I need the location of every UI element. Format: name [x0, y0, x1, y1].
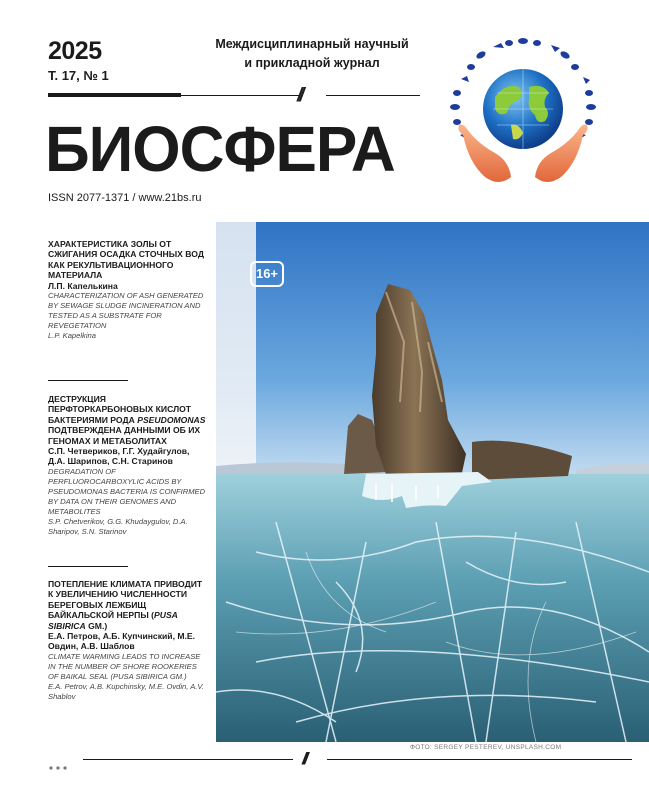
year: 2025: [48, 37, 102, 65]
footer-dots-icon: [49, 757, 77, 761]
article-3-title-ru: [48, 579, 208, 631]
journal-title: БИОСФЕРА: [45, 113, 395, 185]
tagline-line-1: Междисциплинарный научный: [215, 37, 409, 51]
photo-credit: ФОТО: SERGEY PESTEREV, UNSPLASH.COM: [410, 744, 562, 751]
article-3[interactable]: [48, 579, 208, 702]
article-2-title-ru-part2: ПОДТВЕРЖДЕНА ДАННЫМИ ОБ ИХ ГЕНОМАХ И МЕТАБОЛИТАХ: [48, 425, 201, 446]
article-1-title-en: CHARACTERIZATION OF ASH GENERATED BY SEWAGE SLUDGE INCINERATION AND TESTED AS A SUBSTRATE FOR REVEGETATION: [48, 291, 204, 331]
article-2-title-ru-genus: PSEUDOMONAS: [137, 414, 206, 425]
age-rating-badge: 16+: [250, 261, 284, 287]
article-separator: [48, 380, 128, 381]
tagline-line-2: и прикладной журнал: [244, 56, 380, 70]
article-1-title-ru: ХАРАКТЕРИСТИКА ЗОЛЫ ОТ СЖИГАНИЯ ОСАДКА СТОЧНЫХ ВОД КАК РЕКУЛЬТИВАЦИОННОГО МАТЕРИАЛА: [48, 239, 204, 281]
article-2-authors-en: S.P. Chetverikov, G.G. Khudaygulov, D.A. Sharipov, S.N. Starinov: [48, 516, 188, 536]
article-1-authors-en: L.P. Kapelkina: [48, 331, 96, 341]
footer-divider-mark: //: [302, 749, 306, 768]
article-2-title-ru-part1: ДЕСТРУКЦИЯ ПЕРФТОРКАРБОНОВЫХ КИСЛОТ БАКТЕРИЯМИ РОДА: [48, 394, 192, 425]
journal-logo: [433, 27, 613, 207]
article-3-title-ru-part2: GM.): [85, 620, 108, 631]
article-3-title-ru-part1: ПОТЕПЛЕНИЕ КЛИМАТА ПРИВОДИТ К УВЕЛИЧЕНИЮ ЧИСЛЕННОСТИ БЕРЕГОВЫХ ЛЕЖБИЩ БАЙКАЛЬСКОЙ НЕРПЫ (: [48, 579, 203, 621]
article-1[interactable]: [48, 239, 208, 341]
article-3-title-en: CLIMATE WARMING LEADS TO INCREASE IN THE NUMBER OF SHORE ROOKERIES OF BAIKAL SEAL (PUSA SIBIRICA GM.): [48, 651, 201, 681]
header-rule-thick: [48, 93, 181, 97]
article-3-title-ru-species: PUSA SIBIRICA: [48, 610, 178, 631]
article-1-authors-ru: Л.П. Капелькина: [48, 280, 118, 291]
article-3-authors-en: E.A. Petrov, A.B. Kupchinsky, M.E. Ovdin, A.V. Shablov: [48, 681, 205, 701]
article-2-title-en: DEGRADATION OF PERFLUOROCARBOXYLIC ACIDS BY PSEUDOMONAS BACTERIA IS CONFIRMED BY DATA ON THEIR GENOMES AND METABOLITES: [48, 466, 206, 516]
issn-and-website: ISSN 2077-1371 / www.21bs.ru: [48, 192, 202, 204]
footer-rule-right: [327, 759, 632, 760]
header-rule-thin: [181, 95, 299, 96]
article-2-title-ru: [48, 394, 208, 446]
footer-rule-left: [83, 759, 293, 760]
issue-number: Т. 17, № 1: [48, 68, 109, 83]
article-3-authors-ru: Е.А. Петров, А.Б. Купчинский, М.Е. Овдин, А.В. Шаблов: [48, 631, 196, 652]
article-2[interactable]: [48, 394, 208, 537]
article-separator: [48, 566, 128, 567]
cover-photo: [216, 222, 649, 742]
article-2-authors-ru: С.П. Четвериков, Г.Г. Худайгулов, Д.А. Шарипов, С.Н. Старинов: [48, 446, 190, 467]
journal-tagline: [208, 35, 416, 73]
header-divider-mark: //: [297, 85, 302, 106]
header-rule-right: [326, 95, 420, 96]
